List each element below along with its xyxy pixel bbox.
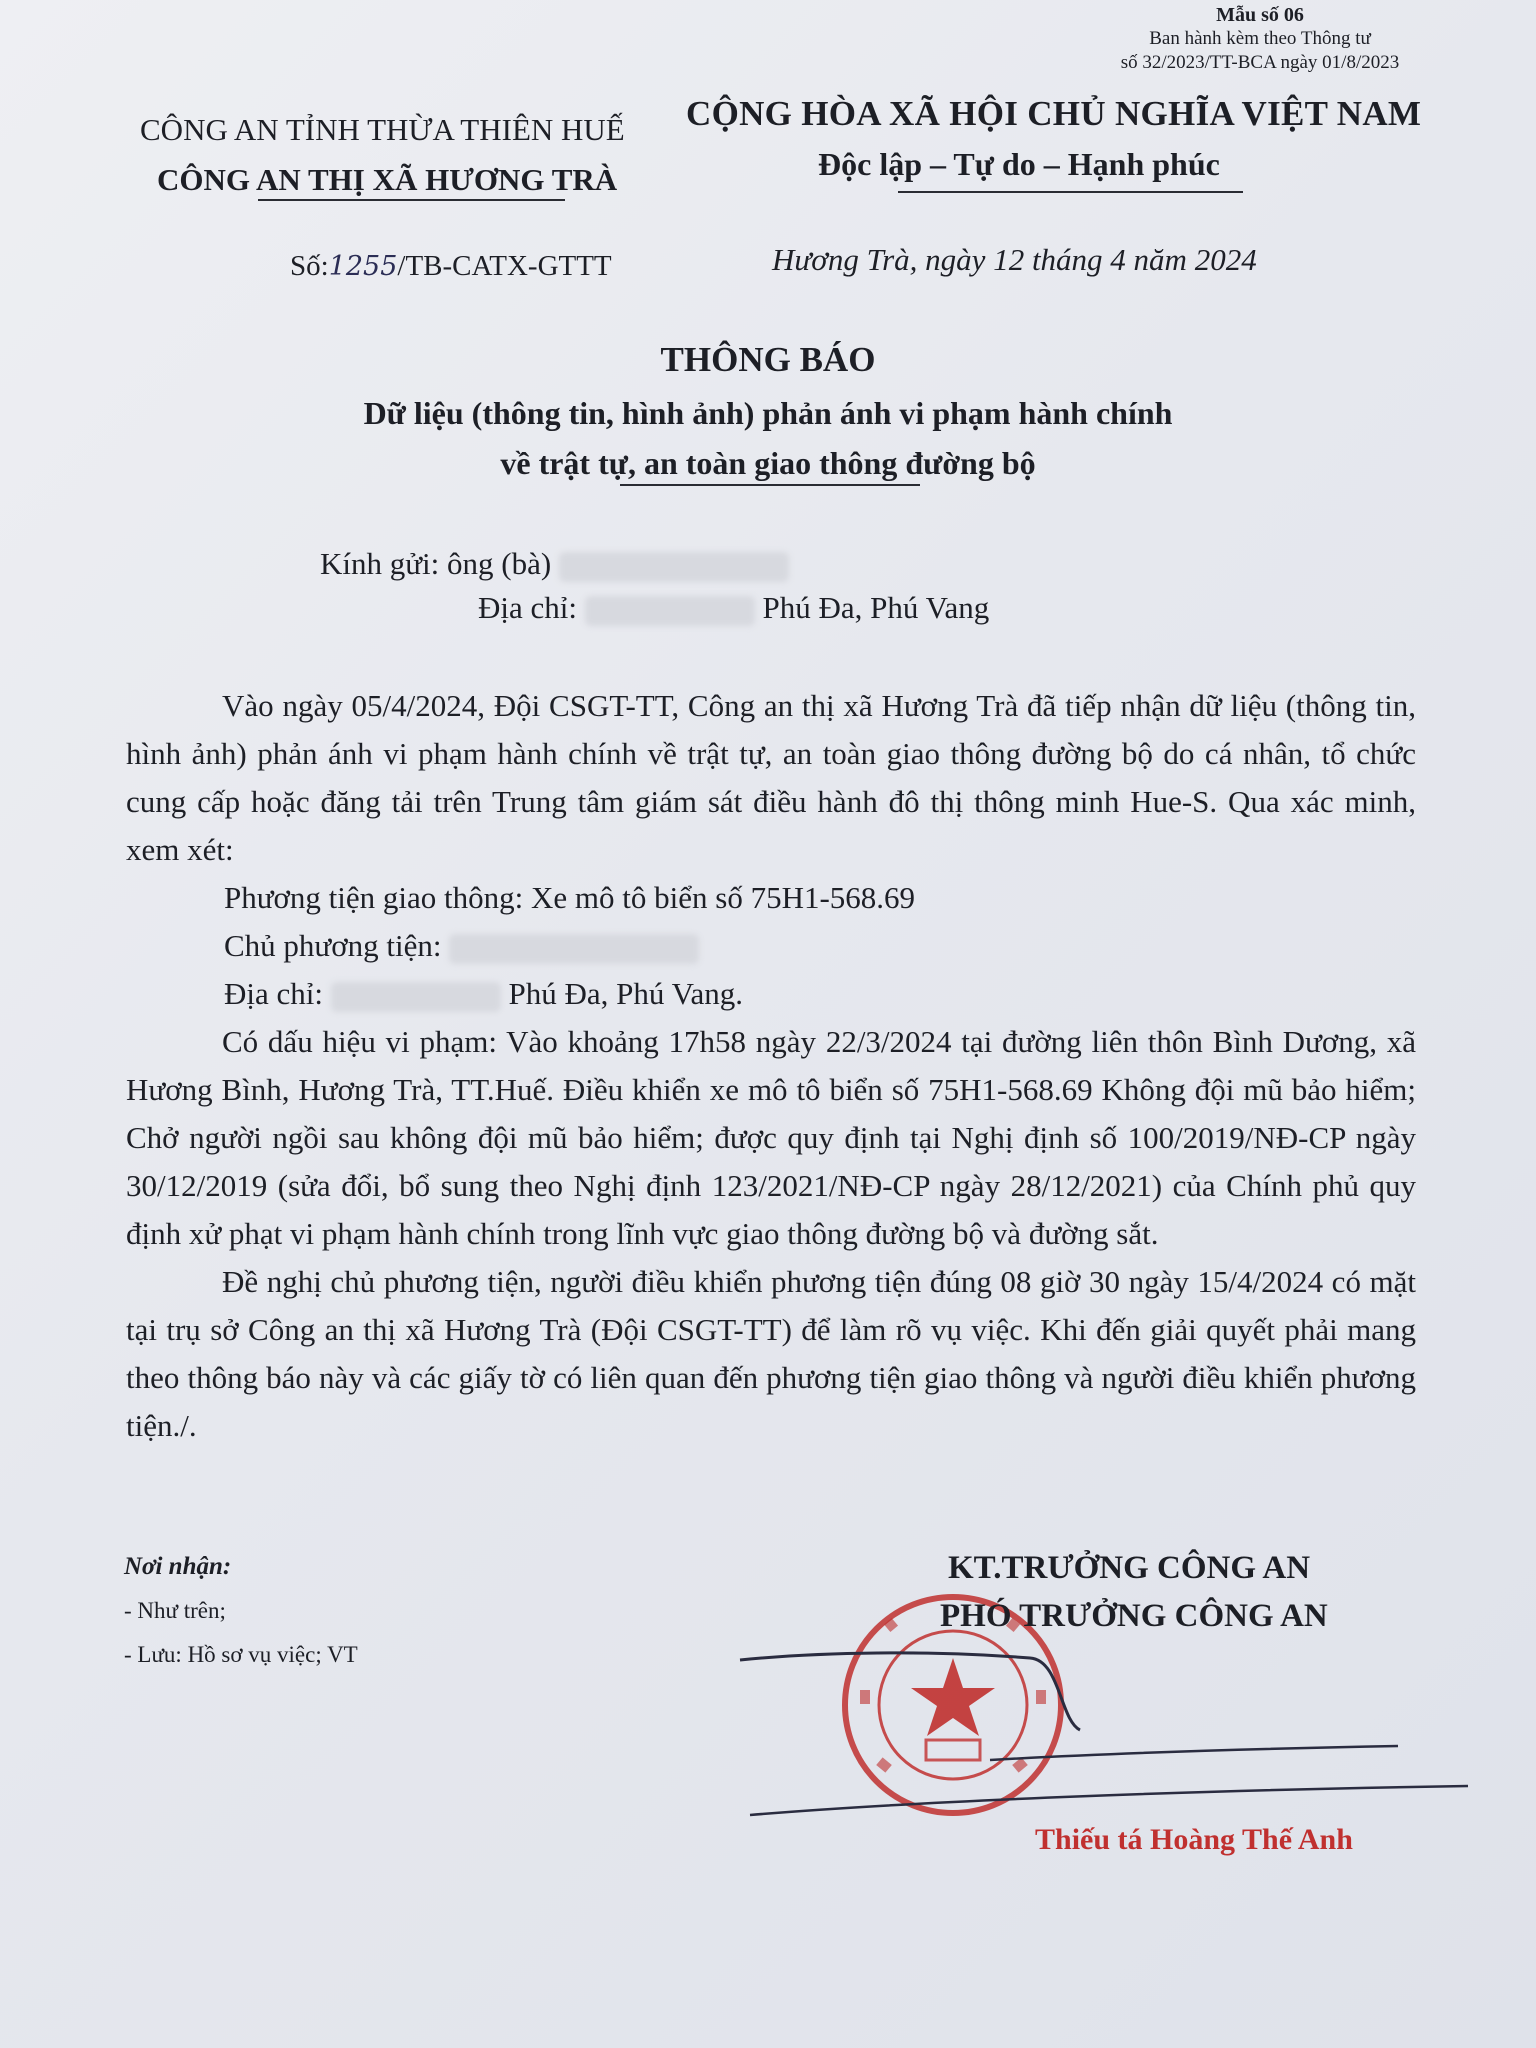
recipient-address-label: Địa chỉ:	[478, 590, 577, 625]
form-code-block	[1000, 4, 1520, 75]
redacted-address	[585, 596, 755, 626]
recipients-item-1: - Như trên;	[124, 1598, 226, 1623]
document-subtitle-1: Dữ liệu (thông tin, hình ảnh) phản ánh vi phạm hành chính	[363, 395, 1173, 431]
owner-line	[126, 922, 1416, 970]
redacted-owner	[449, 934, 699, 964]
signature-title-1: KT.TRƯỞNG CÔNG AN	[948, 1550, 1311, 1586]
owner-address-tail: Phú Đa, Phú Vang.	[508, 976, 744, 1011]
recipients-item-2: - Lưu: Hồ sơ vụ việc; VT	[124, 1642, 358, 1667]
document-number-prefix: Số:	[290, 250, 329, 282]
document-subtitle-2: về trật tự, an toàn giao thông đường bộ	[500, 445, 1036, 481]
document-date: Hương Trà, ngày 12 tháng 4 năm 2024	[772, 242, 1257, 277]
redacted-name	[559, 552, 789, 582]
subtitle-underline	[620, 484, 920, 486]
redacted-owner-address	[331, 982, 501, 1012]
recipient-address-tail: Phú Đa, Phú Vang	[762, 590, 990, 625]
form-code: Mẫu số 06	[1216, 4, 1304, 26]
agency-underline	[258, 199, 565, 201]
signature-title-2: PHÓ TRƯỞNG CÔNG AN	[940, 1598, 1328, 1634]
vehicle-line: Phương tiện giao thông: Xe mô tô biển số 75H1-568.69	[224, 880, 916, 915]
document-title: THÔNG BÁO	[660, 340, 876, 379]
owner-address-line	[126, 970, 1416, 1018]
motto-underline	[898, 191, 1243, 193]
national-motto: Độc lập – Tự do – Hạnh phúc	[818, 146, 1220, 182]
form-note-2: số 32/2023/TT-BCA ngày 01/8/2023	[1120, 52, 1400, 73]
form-note-1: Ban hành kèm theo Thông tư	[1149, 28, 1371, 49]
recipients-block	[124, 1545, 358, 1677]
signer-name: Thiếu tá Hoàng Thế Anh	[1035, 1823, 1353, 1856]
body-paragraph-1: Vào ngày 05/4/2024, Đội CSGT-TT, Công an thị xã Hương Trà đã tiếp nhận dữ liệu (thông tin, hình ảnh) phản ánh vi phạm hành chính về trật tự, an toàn giao thông đường bộ do cá nhân, tổ chức cung cấp hoặc đăng tải trên Trung tâm giám sát điều hành đô thị thông minh Hue-S. Qua xác minh, xem xét:	[126, 688, 1416, 867]
recipient-line	[320, 546, 789, 582]
country-name: CỘNG HÒA XÃ HỘI CHỦ NGHĨA VIỆT NAM	[686, 94, 1422, 133]
body-paragraph-3: Đề nghị chủ phương tiện, người điều khiển phương tiện đúng 08 giờ 30 ngày 15/4/2024 có mặt tại trụ sở Công an thị xã Hương Trà (Đội CSGT-TT) để làm rõ vụ việc. Khi đến giải quyết phải mang theo thông báo này và các giấy tờ có liên quan đến phương tiện giao thông và người điều khiển phương tiện./.	[126, 1264, 1416, 1443]
handwritten-signature-icon	[730, 1640, 1470, 1830]
body-paragraph-2: Có dấu hiệu vi phạm: Vào khoảng 17h58 ngày 22/3/2024 tại đường liên thôn Bình Dương, xã Hương Bình, Hương Trà, TT.Huế. Điều khiển xe mô tô biển số 75H1-568.69 Không đội mũ bảo hiểm; Chở người ngồi sau không đội mũ bảo hiểm; được quy định tại Nghị định số 100/2019/NĐ-CP ngày 30/12/2019 (sửa đổi, bổ sung theo Nghị định 123/2021/NĐ-CP ngày 28/12/2021) của Chính phủ quy định xử phạt vi phạm hành chính trong lĩnh vực giao thông đường bộ và đường sắt.	[126, 1024, 1416, 1251]
document-number	[290, 250, 612, 283]
agency-parent: CÔNG AN TỈNH THỪA THIÊN HUẾ	[140, 112, 625, 147]
recipients-heading: Nơi nhận:	[124, 1553, 232, 1580]
owner-address-label: Địa chỉ:	[224, 976, 323, 1011]
owner-label: Chủ phương tiện:	[224, 928, 442, 963]
agency-name: CÔNG AN THỊ XÃ HƯƠNG TRÀ	[157, 162, 618, 197]
document-number-suffix: /TB-CATX-GTTT	[397, 250, 612, 282]
recipient-label: Kính gửi: ông (bà)	[320, 546, 552, 581]
recipient-address-line	[478, 590, 989, 626]
document-body	[126, 682, 1416, 1450]
document-number-handwritten: 1255	[328, 251, 398, 282]
